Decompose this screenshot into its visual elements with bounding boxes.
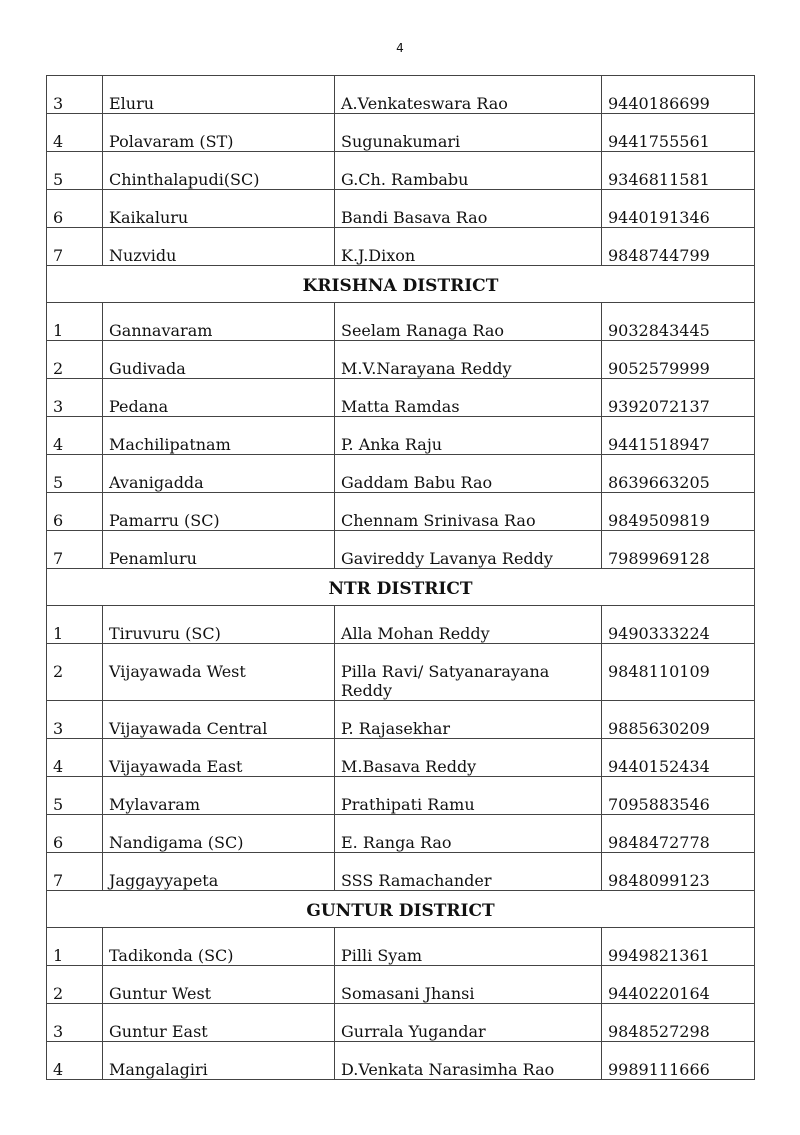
phone-number-cell: 9848744799: [602, 228, 755, 266]
phone-number-cell: 9849509819: [602, 493, 755, 531]
constituency-cell: Gannavaram: [103, 303, 335, 341]
district-title: GUNTUR DISTRICT: [47, 891, 755, 928]
phone-number-cell: 9052579999: [602, 341, 755, 379]
serial-number-cell: 1: [47, 303, 103, 341]
constituency-cell: Nandigama (SC): [103, 815, 335, 853]
table-row: [47, 606, 755, 644]
phone-number-cell: 8639663205: [602, 455, 755, 493]
candidate-name-cell: Pilla Ravi/ Satyanarayana Reddy: [335, 644, 602, 701]
candidate-name-cell: Pilli Syam: [335, 928, 602, 966]
phone-number-cell: 9392072137: [602, 379, 755, 417]
serial-number-cell: 5: [47, 455, 103, 493]
table-row: [47, 815, 755, 853]
constituency-cell: Vijayawada West: [103, 644, 335, 701]
serial-number-cell: 3: [47, 76, 103, 114]
serial-number-cell: 1: [47, 928, 103, 966]
phone-number-cell: 7989969128: [602, 531, 755, 569]
candidate-name-cell: SSS Ramachander: [335, 853, 602, 891]
district-header-row: [47, 266, 755, 303]
table-row: [47, 739, 755, 777]
candidate-name-cell: A.Venkateswara Rao: [335, 76, 602, 114]
district-title: KRISHNA DISTRICT: [47, 266, 755, 303]
candidate-name-cell: E. Ranga Rao: [335, 815, 602, 853]
table-row: [47, 152, 755, 190]
phone-number-cell: 9346811581: [602, 152, 755, 190]
page-number: 4: [396, 41, 404, 55]
phone-number-cell: 9848527298: [602, 1004, 755, 1042]
candidate-name-cell: G.Ch. Rambabu: [335, 152, 602, 190]
phone-number-cell: 9440152434: [602, 739, 755, 777]
candidate-name-cell: P. Anka Raju: [335, 417, 602, 455]
table-row: [47, 644, 755, 701]
serial-number-cell: 6: [47, 190, 103, 228]
table-row: [47, 228, 755, 266]
candidate-name-cell: Sugunakumari: [335, 114, 602, 152]
serial-number-cell: 4: [47, 114, 103, 152]
candidate-name-cell: Gavireddy Lavanya Reddy: [335, 531, 602, 569]
constituency-cell: Mylavaram: [103, 777, 335, 815]
phone-number-cell: 9440186699: [602, 76, 755, 114]
constituency-cell: Pamarru (SC): [103, 493, 335, 531]
constituency-cell: Vijayawada East: [103, 739, 335, 777]
candidates-table: [46, 75, 755, 1080]
serial-number-cell: 6: [47, 815, 103, 853]
constituency-cell: Kaikaluru: [103, 190, 335, 228]
candidate-name-cell: Gaddam Babu Rao: [335, 455, 602, 493]
table-row: [47, 493, 755, 531]
phone-number-cell: 9885630209: [602, 701, 755, 739]
serial-number-cell: 5: [47, 777, 103, 815]
serial-number-cell: 7: [47, 853, 103, 891]
serial-number-cell: 3: [47, 1004, 103, 1042]
serial-number-cell: 3: [47, 701, 103, 739]
candidate-name-cell: Chennam Srinivasa Rao: [335, 493, 602, 531]
phone-number-cell: 9440220164: [602, 966, 755, 1004]
candidate-name-cell: M.Basava Reddy: [335, 739, 602, 777]
phone-number-cell: 9848110109: [602, 644, 755, 701]
phone-number-cell: 9989111666: [602, 1042, 755, 1080]
constituency-cell: Guntur East: [103, 1004, 335, 1042]
serial-number-cell: 7: [47, 531, 103, 569]
table-row: [47, 379, 755, 417]
phone-number-cell: 9848099123: [602, 853, 755, 891]
candidate-name-cell: Somasani Jhansi: [335, 966, 602, 1004]
constituency-cell: Avanigadda: [103, 455, 335, 493]
table-row: [47, 1004, 755, 1042]
phone-number-cell: 9441755561: [602, 114, 755, 152]
table-row: [47, 966, 755, 1004]
serial-number-cell: 2: [47, 644, 103, 701]
district-header-row: [47, 891, 755, 928]
candidate-name-cell: M.V.Narayana Reddy: [335, 341, 602, 379]
constituency-cell: Gudivada: [103, 341, 335, 379]
candidate-name-cell: K.J.Dixon: [335, 228, 602, 266]
district-title: NTR DISTRICT: [47, 569, 755, 606]
table-row: [47, 190, 755, 228]
constituency-cell: Mangalagiri: [103, 1042, 335, 1080]
phone-number-cell: 7095883546: [602, 777, 755, 815]
serial-number-cell: 2: [47, 341, 103, 379]
serial-number-cell: 4: [47, 1042, 103, 1080]
phone-number-cell: 9440191346: [602, 190, 755, 228]
serial-number-cell: 2: [47, 966, 103, 1004]
table-row: [47, 341, 755, 379]
constituency-cell: Jaggayyapeta: [103, 853, 335, 891]
phone-number-cell: 9949821361: [602, 928, 755, 966]
constituency-cell: Pedana: [103, 379, 335, 417]
serial-number-cell: 3: [47, 379, 103, 417]
candidate-name-cell: D.Venkata Narasimha Rao: [335, 1042, 602, 1080]
candidate-name-cell: Gurrala Yugandar: [335, 1004, 602, 1042]
serial-number-cell: 1: [47, 606, 103, 644]
table-row: [47, 1042, 755, 1080]
phone-number-cell: 9848472778: [602, 815, 755, 853]
table-row: [47, 531, 755, 569]
constituency-cell: Penamluru: [103, 531, 335, 569]
constituency-cell: Tadikonda (SC): [103, 928, 335, 966]
constituency-cell: Chinthalapudi(SC): [103, 152, 335, 190]
serial-number-cell: 4: [47, 739, 103, 777]
table-row: [47, 455, 755, 493]
candidate-name-cell: P. Rajasekhar: [335, 701, 602, 739]
phone-number-cell: 9032843445: [602, 303, 755, 341]
table-row: [47, 853, 755, 891]
serial-number-cell: 7: [47, 228, 103, 266]
table-row: [47, 114, 755, 152]
candidate-name-cell: Prathipati Ramu: [335, 777, 602, 815]
candidate-name-cell: Alla Mohan Reddy: [335, 606, 602, 644]
constituency-cell: Polavaram (ST): [103, 114, 335, 152]
constituency-cell: Nuzvidu: [103, 228, 335, 266]
table-row: [47, 76, 755, 114]
serial-number-cell: 5: [47, 152, 103, 190]
phone-number-cell: 9441518947: [602, 417, 755, 455]
table-row: [47, 777, 755, 815]
candidates-table-body: [47, 76, 755, 1080]
table-row: [47, 303, 755, 341]
table-row: [47, 701, 755, 739]
candidate-name-cell: Seelam Ranaga Rao: [335, 303, 602, 341]
constituency-cell: Machilipatnam: [103, 417, 335, 455]
constituency-cell: Eluru: [103, 76, 335, 114]
phone-number-cell: 9490333224: [602, 606, 755, 644]
candidate-name-cell: Bandi Basava Rao: [335, 190, 602, 228]
constituency-cell: Tiruvuru (SC): [103, 606, 335, 644]
constituency-cell: Vijayawada Central: [103, 701, 335, 739]
table-row: [47, 928, 755, 966]
constituency-cell: Guntur West: [103, 966, 335, 1004]
district-header-row: [47, 569, 755, 606]
table-row: [47, 417, 755, 455]
serial-number-cell: 6: [47, 493, 103, 531]
candidate-name-cell: Matta Ramdas: [335, 379, 602, 417]
serial-number-cell: 4: [47, 417, 103, 455]
